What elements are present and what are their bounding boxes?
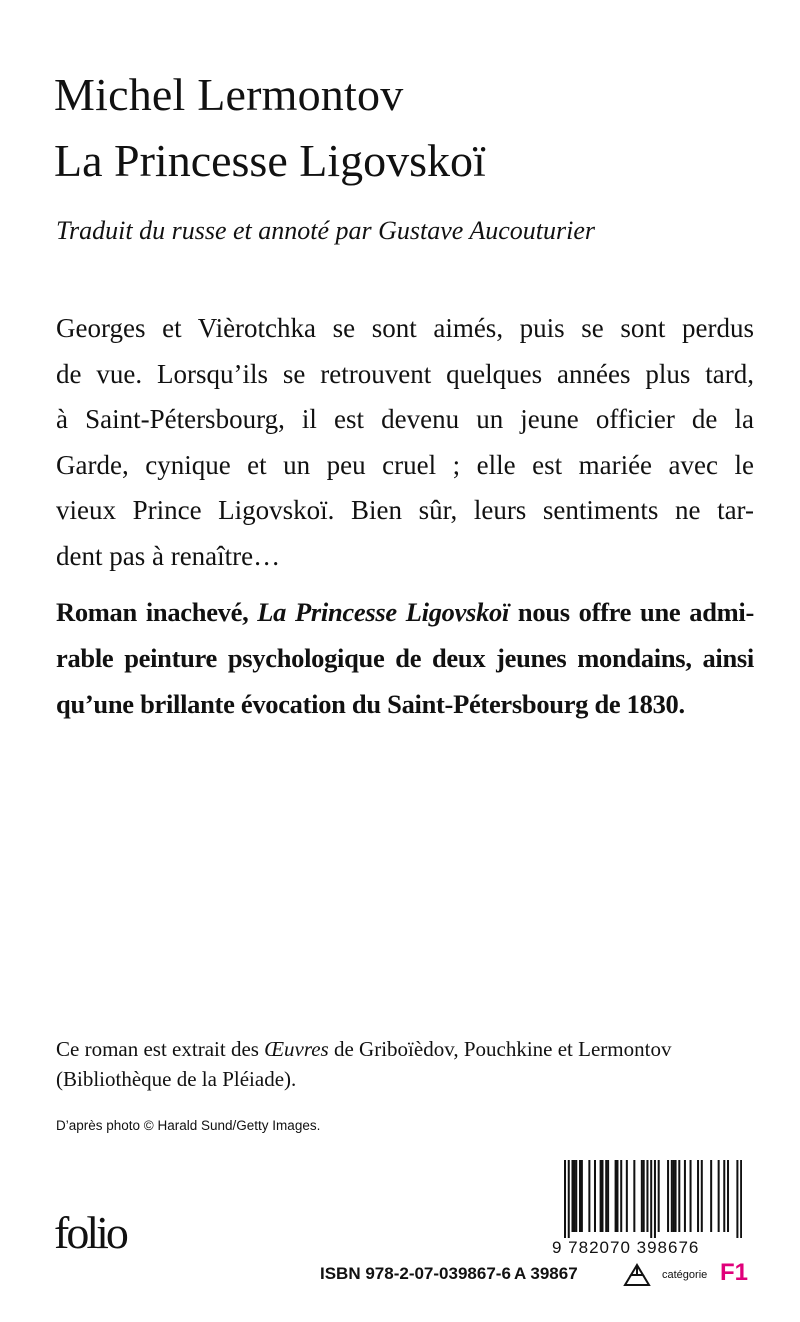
barcode-bar [650, 1160, 652, 1238]
barcode-bar [626, 1160, 628, 1232]
barcode-bar [667, 1160, 669, 1232]
footer [300, 1259, 752, 1286]
blurb-text: Roman inachevé, [56, 597, 258, 627]
note-text: de Griboïèdov, Pouchkine et Lermontov [328, 1037, 672, 1061]
barcode-bar [579, 1160, 581, 1232]
barcode-bar [675, 1160, 677, 1232]
barcode-bar [600, 1160, 602, 1232]
note-text: Ce roman est extrait des [56, 1037, 265, 1061]
barcode-bar [678, 1160, 680, 1232]
barcode-bar [658, 1160, 660, 1232]
summary-line: à Saint-Pétersbourg, il est devenu un jeune officier de la [56, 404, 754, 434]
barcode-bar [646, 1160, 648, 1232]
barcode-bar [710, 1160, 712, 1232]
barcode-bar [643, 1160, 645, 1232]
summary-line: dent pas à renaître… [56, 540, 281, 571]
barcode-bar [605, 1160, 607, 1232]
barcode-digits: 9 782070 398676 [552, 1238, 700, 1257]
barcode-bar [736, 1160, 738, 1238]
photo-credit: D’après photo © Harald Sund/Getty Images. [56, 1118, 321, 1133]
book-title: La Princesse Ligovskoï [54, 135, 486, 186]
blurb-title-italic: La Princesse Ligovskoï [257, 597, 510, 627]
barcode-bar [740, 1160, 742, 1238]
barcode-bar [684, 1160, 686, 1232]
summary-line: de vue. Lorsqu’ils se retrouvent quelques années plus tard, [56, 358, 754, 389]
barcode-bar [575, 1160, 577, 1232]
barcode-bar [581, 1160, 583, 1232]
translator-credit: Traduit du russe et annoté par Gustave Aucouturier [56, 216, 596, 245]
barcode-bar [564, 1160, 566, 1238]
summary-paragraph [56, 306, 754, 579]
summary-line: Garde, cynique et un peu cruel ; elle est mariée avec le [56, 449, 754, 480]
blurb-line: rable peinture psychologique de deux jeunes mondains, ainsi [56, 643, 754, 673]
category-label: catégorie [662, 1269, 708, 1281]
barcode-bar [727, 1160, 729, 1232]
barcode-bar [654, 1160, 656, 1238]
barcode-bar [673, 1160, 675, 1232]
barcode-bar [568, 1160, 570, 1238]
barcode-bar [607, 1160, 609, 1232]
barcode-bar [588, 1160, 590, 1232]
barcode-bar [690, 1160, 692, 1232]
blurb-paragraph [56, 589, 754, 727]
edition-note [56, 1034, 671, 1094]
summary-line: vieux Prince Ligovskoï. Bien sûr, leurs sentiments ne tar- [56, 495, 754, 525]
barcode-bar [671, 1160, 673, 1232]
summary-line: Georges et Vièrotchka se sont aimés, puis se sont perdus [56, 313, 754, 343]
recycle-emblem-icon [620, 1262, 654, 1293]
barcode-bar [697, 1160, 699, 1232]
barcode-bar [573, 1160, 575, 1232]
edition-note-line: (Bibliothèque de la Pléiade). [56, 1067, 297, 1091]
barcode-bar [620, 1160, 622, 1232]
barcode-bar [701, 1160, 703, 1232]
barcode-bar [571, 1160, 573, 1232]
note-italic: Œuvres [264, 1037, 329, 1061]
isbn-number: ISBN 978-2-07-039867-6 [320, 1264, 511, 1283]
product-code: A 39867 [514, 1264, 578, 1283]
barcode-bar [633, 1160, 635, 1232]
barcode-bars [564, 1160, 742, 1238]
barcode-bar [594, 1160, 596, 1232]
blurb-text: nous offre une admi- [509, 597, 754, 627]
barcode-bar [601, 1160, 603, 1232]
category-code: F1 [720, 1259, 749, 1286]
barcode-bar [718, 1160, 720, 1232]
folio-logo: folio [54, 1207, 126, 1258]
barcode-bar [616, 1160, 618, 1232]
barcode-bar [723, 1160, 725, 1232]
author-name: Michel Lermontov [54, 69, 404, 120]
barcode-bar [641, 1160, 643, 1232]
blurb-line [56, 589, 754, 635]
barcode-bar [615, 1160, 617, 1232]
edition-note-line [56, 1034, 671, 1064]
blurb-line: qu’une brillante évocation du Saint-Pétersbourg de 1830. [56, 689, 685, 719]
